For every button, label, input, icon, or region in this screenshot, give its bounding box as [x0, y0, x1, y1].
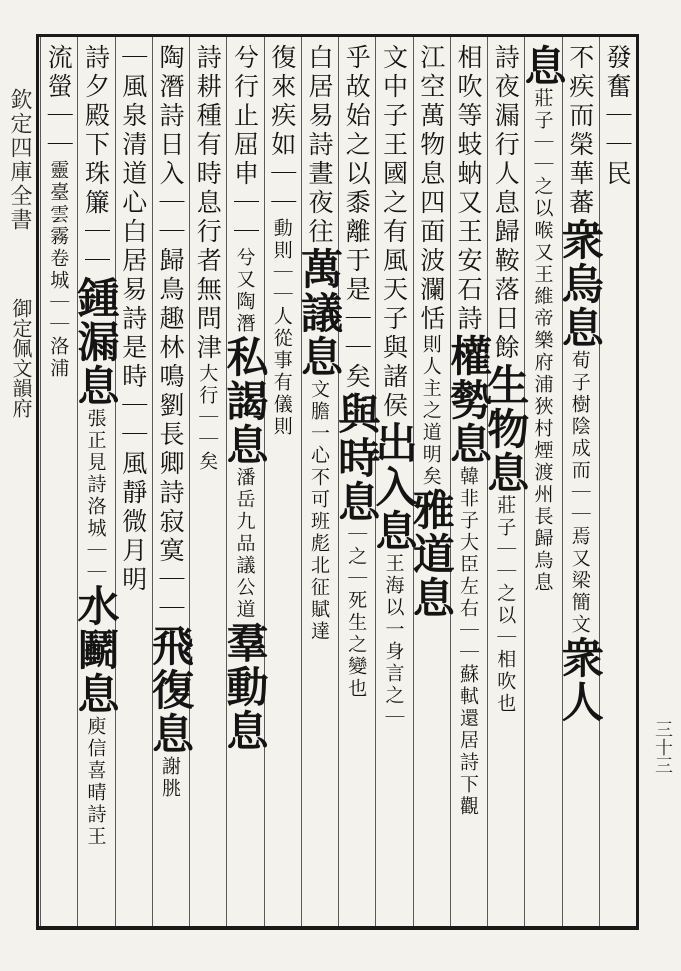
headword: 息 [518, 44, 568, 88]
text-column [600, 44, 635, 922]
text-run: 江空萬物息四面波瀾恬 [416, 44, 446, 334]
headword: 生物息 [481, 363, 531, 495]
text-run: 白居易詩晝夜往 [305, 44, 334, 247]
text-run: 詩夜漏行人息歸鞍落日餘 [491, 44, 521, 363]
text-run: 發奮｜｜民 [603, 44, 632, 189]
headword: 私謁息 [220, 335, 270, 467]
text-run: 莊子｜｜之以｜相吹也 [494, 495, 517, 715]
headword: 羣動息 [220, 621, 270, 753]
text-column [71, 44, 121, 922]
text-column [332, 44, 382, 922]
text-run: 大行｜｜矣 [196, 363, 219, 473]
frame-bottom-border [36, 926, 639, 930]
text-run: 班彪北征賦達 [308, 511, 330, 643]
text-run: 王海以一身言之｜ [382, 553, 405, 729]
text-run: 帝樂府浦狹村煙渡州長歸烏息 [531, 308, 554, 594]
text-run: 陶潛詩日入｜｜歸鳥趣林鳴劉長卿詩寂寞｜｜ [156, 44, 185, 624]
text-run: 韓非子大臣左右｜｜ [457, 466, 479, 664]
text-column [406, 44, 456, 922]
text-run: 莊子｜｜之以喉又王維 [531, 88, 554, 308]
text-run: 流螢｜｜ [44, 44, 74, 160]
text-run: 張正見詩洛城｜｜ [84, 408, 107, 584]
book-title: 御定佩文韻府 [9, 298, 33, 418]
text-run: 人從事有儀則 [270, 306, 293, 438]
folio-number: 三十三 [652, 720, 673, 774]
text-run: 庾信喜晴詩王 [84, 716, 107, 848]
text-run: 動則｜｜ [270, 218, 293, 306]
text-run: 詩耕種有時息行者無問津 [193, 44, 223, 363]
headword: 水鬬息 [71, 584, 121, 716]
text-run: 兮行止屈申｜｜ [230, 44, 260, 247]
text-column [481, 44, 531, 922]
text-column [555, 44, 605, 922]
frame-left-border [36, 34, 39, 930]
text-run: 文中子王國之有風天子與諸侯 [379, 44, 409, 421]
text-run: 則人主之道明矣 [419, 334, 442, 488]
text-column [116, 44, 151, 922]
text-run: 城｜｜洛浦 [47, 270, 70, 380]
headword: 衆人 [555, 636, 605, 724]
text-column [295, 44, 344, 922]
text-run: 不疾而榮華蕃 [565, 44, 595, 218]
text-column [369, 44, 419, 922]
headword: 權勢息 [444, 334, 493, 466]
headword: 飛復息 [146, 624, 195, 756]
text-run: ｜風泉清道心白居易詩是時｜｜風靜微月明 [118, 44, 148, 595]
running-title: 欽定四庫全書 [7, 88, 32, 232]
headword: 與時息 [332, 392, 382, 524]
headword: 衆烏息 [555, 218, 605, 350]
text-run: 詩夕殿下珠簾｜｜ [81, 44, 111, 276]
text-run: 蘇軾還居詩下觀 [457, 664, 479, 818]
text-run: 兮又陶潛 [233, 247, 256, 335]
text-column [146, 44, 195, 922]
frame-right-border [636, 34, 639, 930]
text-column [518, 44, 568, 922]
text-column [41, 44, 76, 922]
text-run: 潘岳九品議公道 [233, 467, 256, 621]
headword: 鍾漏息 [71, 276, 121, 408]
text-run: 文膽一心不可 [308, 379, 330, 511]
text-column [265, 44, 300, 922]
text-run: 乎故始之以黍離于是｜｜矣 [342, 44, 372, 392]
page-margin [0, 34, 36, 930]
text-column [220, 44, 270, 922]
headword: 出入息 [369, 421, 419, 553]
text-run: ｜之｜死生之變也 [345, 524, 368, 700]
headword: 雅道息 [406, 488, 456, 620]
text-run: 靈臺雲霧卷 [47, 160, 70, 270]
headword: 萬議息 [295, 247, 344, 379]
text-column [444, 44, 493, 922]
text-run: 荀子樹陰成而｜｜焉又梁簡文 [568, 350, 591, 636]
text-column [190, 44, 225, 922]
text-run: 復來疾如｜｜ [267, 44, 297, 218]
text-run: 謝朓 [159, 756, 181, 800]
text-run: 相吹等蚑蚋又王安石詩 [454, 44, 483, 334]
